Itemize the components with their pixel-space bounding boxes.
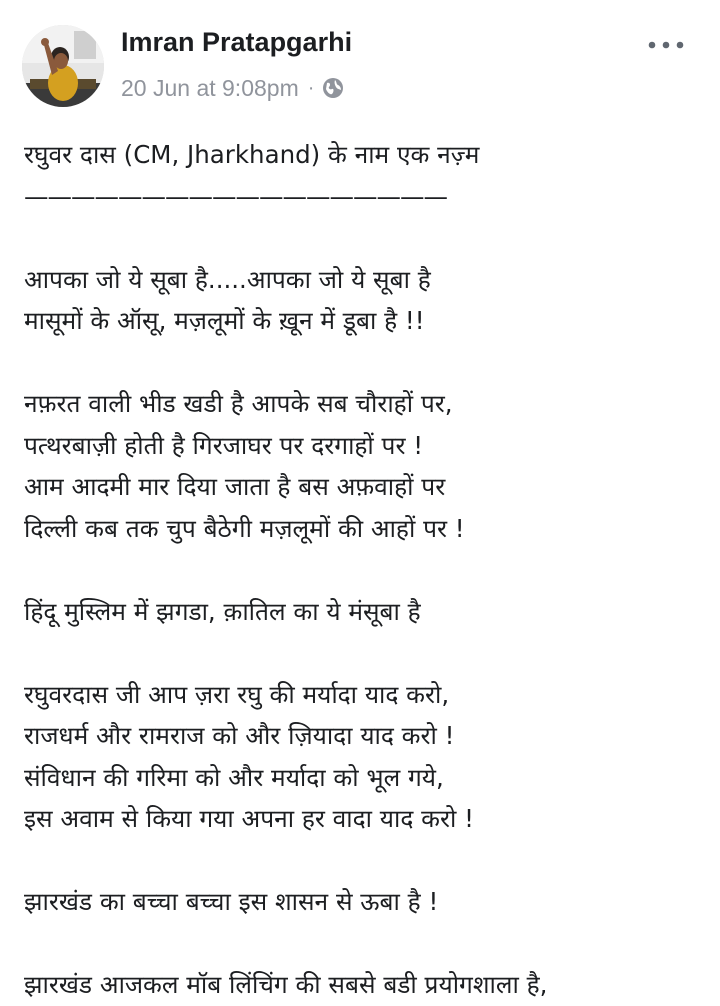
post-line-title: रघुवर दास (CM, Jharkhand) के नाम एक नज़्म [24,140,480,169]
post-line: नफ़रत वाली भीड खडी है आपके सब चौराहों पर, [24,389,453,418]
post-timestamp[interactable]: 20 Jun at 9:08pm [121,74,299,101]
post-line: संविधान की गरिमा को और मर्यादा को भूल गये, [24,762,444,792]
author-name[interactable]: Imran Pratapgarhi [121,27,353,57]
post-line-blank [24,217,714,259]
avatar-photo [22,25,104,107]
post-line: दिल्ली कब तक चुप बैठेगी मज़लूमों की आहों पर ! [24,513,465,543]
more-options-button[interactable] [640,28,692,62]
post-text [24,134,714,1006]
post-line-blank [24,840,714,882]
post-line: हिंदू मुस्लिम में झगडा, क़ातिल का ये मंसूबा है [24,596,421,626]
globe-icon [322,77,344,99]
meta-separator: · [307,76,315,99]
author-avatar[interactable] [22,25,104,107]
post-line: इस अवाम से किया गया अपना हर वादा याद करो ! [24,804,474,833]
post-line: मासूमों के ऑसू, मज़लूमों के ख़ून में डूबा है !! [24,306,425,335]
post-line: पत्थरबाज़ी होती है गिरजाघर पर दरगाहों पर ! [24,430,424,460]
post-line: आपका जो ये सूबा है.....आपका जो ये सूबा है [24,264,431,294]
post-line-blank [24,632,714,674]
more-options-icon [646,40,686,50]
post-line: झारखंड आजकल मॉब लिंचिंग की सबसे बडी प्रयोगशाला है, [24,970,548,999]
post-line: रघुवरदास जी आप ज़रा रघु की मर्यादा याद करो, [24,679,450,709]
post-line-blank [24,549,714,591]
post-line-blank [24,342,714,384]
post-line-divider: —————————————————— [24,181,447,211]
post-line: आम आदमी मार दिया जाता है बस अफ़वाहों पर [24,472,446,501]
post-line-blank [24,923,714,965]
post-line: झारखंड का बच्चा बच्चा इस शासन से ऊबा है ! [24,887,439,916]
post-meta [121,73,344,103]
post-header [0,0,720,120]
post-line: राजधर्म और रामराज को और ज़ियादा याद करो ! [24,721,455,750]
